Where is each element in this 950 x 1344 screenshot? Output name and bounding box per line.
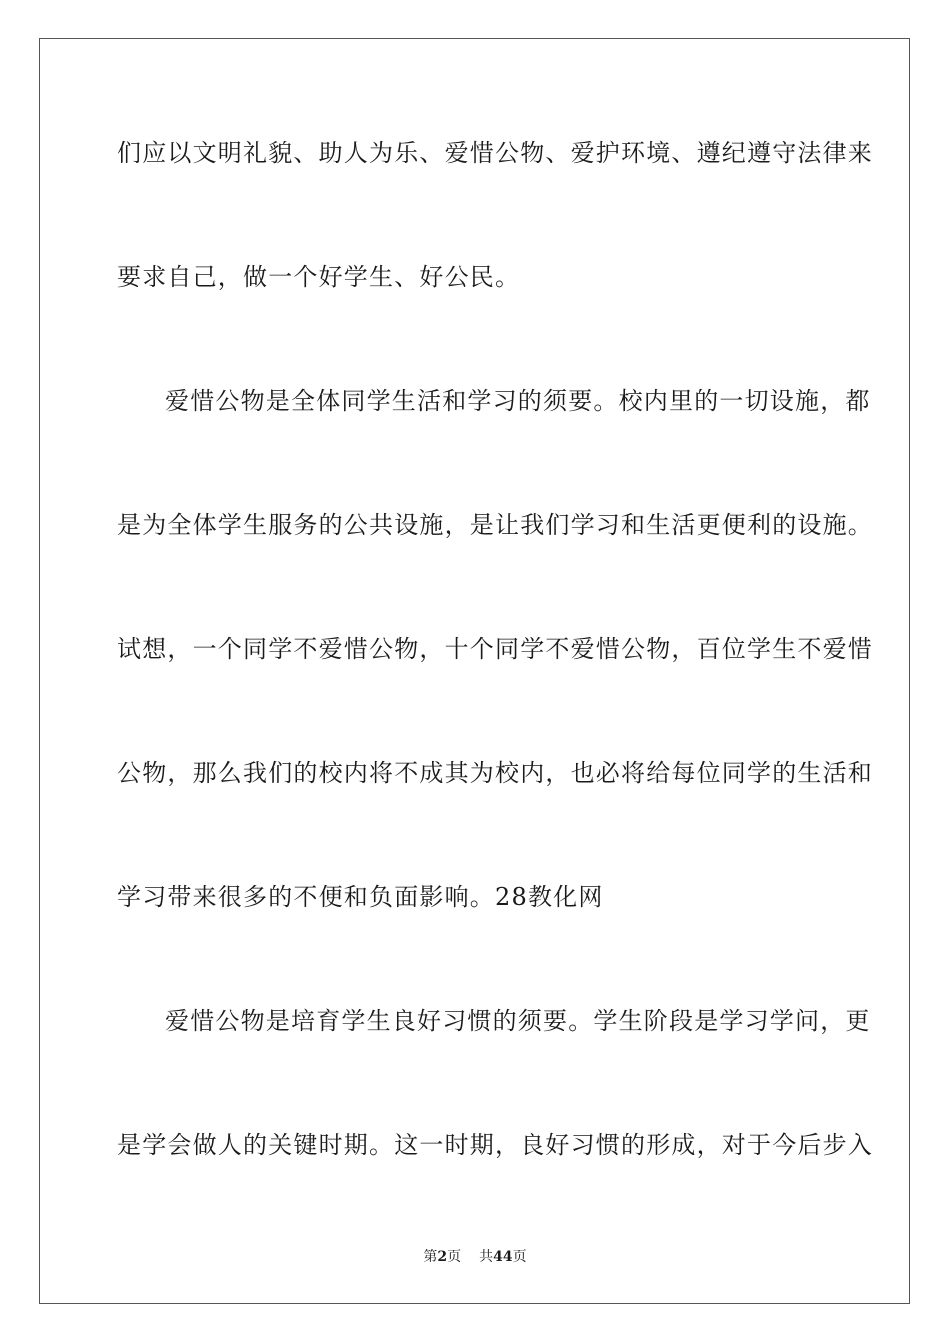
page-prefix: 第	[423, 1249, 438, 1265]
paragraph-start-line: 爱惜公物是全体同学生活和学习的须要。校内里的一切设施，都	[165, 387, 871, 415]
body-text-line: 是学会做人的关键时期。这一时期，良好习惯的形成，对于今后步入	[117, 1131, 873, 1159]
paragraph-start-line: 爱惜公物是培育学生良好习惯的须要。学生阶段是学习学问，更	[165, 1007, 871, 1035]
total-prefix: 共	[479, 1249, 494, 1265]
page-number: 2	[437, 1249, 448, 1265]
body-text-line: 们应以文明礼貌、助人为乐、爱惜公物、爱护环境、遵纪遵守法律来	[117, 139, 873, 167]
total-suffix: 页	[512, 1249, 527, 1265]
body-text-line: 试想，一个同学不爱惜公物，十个同学不爱惜公物，百位学生不爱惜	[117, 635, 873, 663]
body-text-line: 要求自己，做一个好学生、好公民。	[117, 263, 521, 291]
body-text-line: 公物，那么我们的校内将不成其为校内，也必将给每位同学的生活和	[117, 759, 873, 787]
total-pages: 44	[493, 1249, 513, 1265]
page-footer	[0, 1248, 950, 1266]
page-suffix: 页	[447, 1249, 462, 1265]
page-border	[39, 38, 910, 1304]
body-text-line: 是为全体学生服务的公共设施，是让我们学习和生活更便利的设施。	[117, 511, 873, 539]
body-text-line: 学习带来很多的不便和负面影响。28教化网	[117, 883, 604, 911]
